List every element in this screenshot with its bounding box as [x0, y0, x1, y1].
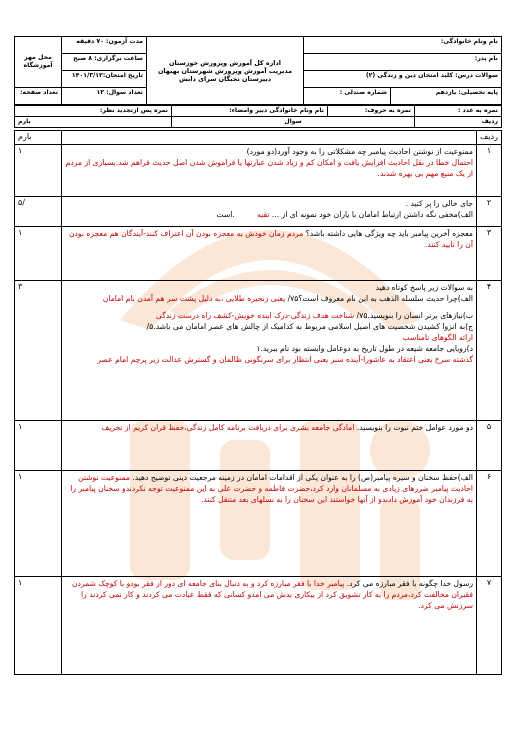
question-number: ۱ [477, 144, 502, 196]
question-body [62, 226, 477, 280]
question-row [15, 226, 502, 280]
question-text: معجزه آخرین پیامبر باید چه ویژگی هایی داشته باشد؟ [305, 228, 473, 238]
revision-score-label: نمره پس ازتجدید نظر: [15, 106, 172, 117]
org-line-2: مدیریت آموزش وپرورش شهرستان بهبهان [157, 66, 293, 75]
question-text: الف)حفظ سخنان و سیره پیامبر(ص) را به عنوان یکی از اقدامات امامان در زمینه مرجعیت دینی توضیح دهید. [132, 472, 473, 482]
question-part-a: الف)چرا حدیث سلسله الذهب به این نام معروف است؟۷۵/ [287, 293, 473, 303]
page-count: تعداد صفحه: [15, 88, 62, 105]
question-text-part: الف)مخفی نگه داشتن ارتباط امامان با یاران خود نمونه ای از ... [271, 209, 473, 219]
question-row [15, 144, 502, 196]
question-row [15, 420, 502, 470]
score-digits-label: نمره به عدد : [415, 106, 502, 117]
question-text-line [65, 209, 473, 220]
question-score: ۱ [15, 420, 62, 470]
question-row [15, 196, 502, 226]
question-number: ۳ [477, 226, 502, 280]
question-text: جای خالی را پر کنید . [405, 198, 473, 208]
answer-text: پیامبر خدا با فقر مبارزه کرد و به دنبال بنای جامعه ای دور از فقر بودو با کوچک شمردن فقیران مخالفت کرد،مردم را به کار تشویق کرد از بیکاری بدش می امدو کسانی که فقط عبادت می کردند و کار نمی کردند را سرزنش می کرد. [71, 578, 473, 610]
start-time: ساعت برگزاری: ۸ صبح [62, 54, 147, 71]
duration: مدت آزمون: ۷۰ دقیقه [62, 37, 147, 54]
question-number: ۶ [477, 470, 502, 576]
stamp-area: محل مهر آموزشگاه [15, 37, 62, 88]
col-row-header: ردیف [415, 116, 502, 127]
question-score: ۱ [15, 470, 62, 576]
answer-part-b: شناخت هدف زندگی-درک اینده خویش-کشف راه درست زندگی [155, 310, 355, 320]
answer-part-d: گذشته سرخ یعنی اعتقاد به عاشورا-آینده سبز یعنی انتظار برای سرنگونی ظالمان و گسترش عدالت زیر پرچم امام عصر [97, 354, 473, 364]
questions-score-header: بارم [15, 130, 62, 144]
question-count: تعداد سوال: ۱۲ [62, 88, 147, 105]
answer-part-a: یعنی زنجیره طلایی ،به دلیل پشت سر هم آمدن نام امامان [102, 293, 286, 303]
question-number: ۵ [477, 420, 502, 470]
question-part-d: د)رویایی جامعه شیعه در طول تاریخ به دوعامل وابسته بود نام ببرید.۱ [256, 343, 473, 353]
name-family-label: نام ونام خانوادگی: [304, 37, 502, 54]
teacher-label: نام ونام خانوادگی دبیر وامضاء: [172, 106, 328, 117]
question-score: ۱ [15, 226, 62, 280]
answer-text: ممنوعیت نوشتن احادیث پیامبر ضررهای زیادی به مسلمانان وارد کرد،حضرت فاطمه و حضرت علی به این ممنوعیت توجه نکردندو سخنان پیامبر را به فرزندان خود آموزش دادندو از آنها خواستند این سخنان را به نسلهای بعد منتقل کنند. [70, 472, 473, 504]
question-body [62, 420, 477, 470]
answer-inline: تقیه [257, 209, 270, 219]
course-label: سوالات درس: کلید امتحان دین و زندگی (۲) [304, 71, 502, 88]
question-number: ۲ [477, 196, 502, 226]
question-part-c: ج)به انزوا کشیدن شخصیت های اصیل اسلامی مربوط به کدامیک از چالش های عصر امامان می باشد.۵/ [146, 321, 473, 331]
question-score: ۱ [15, 576, 62, 674]
question-text: به سوالات زیر پاسخ کوتاه دهید [375, 282, 473, 292]
question-number: ۷ [477, 576, 502, 674]
question-body [62, 196, 477, 226]
questions-table [14, 130, 502, 675]
question-text: دو مورد عوامل ختم نبوت را بنویسید. [356, 422, 473, 432]
question-row [15, 280, 502, 420]
question-score: ۵/ [15, 196, 62, 226]
score-row [14, 105, 502, 128]
father-name-label: نام پدر: [304, 54, 502, 71]
question-part-b: ب)نیاز‌های برتر انسان را بنویسید.۷۵/ [356, 310, 473, 320]
question-score: ۱ [15, 144, 62, 196]
question-row [15, 576, 502, 674]
questions-spacer [62, 130, 477, 144]
seat-number-label: شماره صندلی : [304, 88, 391, 105]
answer-text: مردم زمان خودش به معجزه بودن آن اعتراف کنند-آیندگان هم معجزه بودن آن را تایید کنند. [68, 228, 473, 249]
questions-row-header: ردیف [477, 130, 502, 144]
question-body [62, 470, 477, 576]
answer-text: امادگی جامعه بشری برای دریافت برنامه کامل زندگی،حفظ قران کریم از تحریف [101, 422, 355, 432]
question-body [62, 576, 477, 674]
grade-label: پایه تحصیلی: یازدهم [390, 88, 501, 105]
question-text: رسول خدا چگونه با فقر مبارزه می کرد. [346, 578, 473, 588]
exam-sheet [14, 36, 502, 675]
exam-header [14, 36, 502, 105]
question-row [15, 470, 502, 576]
org-line-3: دبیرستان نخبگان سرای دانش [178, 74, 272, 83]
score-words-label: نمره به حروف: [328, 106, 415, 117]
question-score: ۳ [15, 280, 62, 420]
question-body [62, 144, 477, 196]
question-body [62, 280, 477, 420]
answer-text: احتمال خطا در نقل احادیث افزایش یافت و امکان کم و زیاد شدن عبارتها یا فراموش شدن اصل حدیث فراهم شد.بسیاری از مردم از یک منبع مهم بی بهره شدند. [65, 157, 473, 178]
question-text-part: .است [216, 209, 235, 219]
col-question-header: سوال [172, 116, 415, 127]
org-line-1: اداره کل آموزش وپرورش خوزستان [169, 58, 281, 67]
question-number: ۴ [477, 280, 502, 420]
organization-block [147, 37, 304, 105]
answer-part-c: ارائه الگوهای نامناسب [402, 332, 473, 342]
question-text: ممنوعیت از نوشتن احادیث پیامبر چه مشکلاتی را به وجود آورد(دو مورد) [246, 146, 473, 156]
col-score-header: بارم [15, 116, 172, 127]
exam-date: تاریخ امتحان:۱۴۰۱/۳/۱۲ [62, 71, 147, 88]
